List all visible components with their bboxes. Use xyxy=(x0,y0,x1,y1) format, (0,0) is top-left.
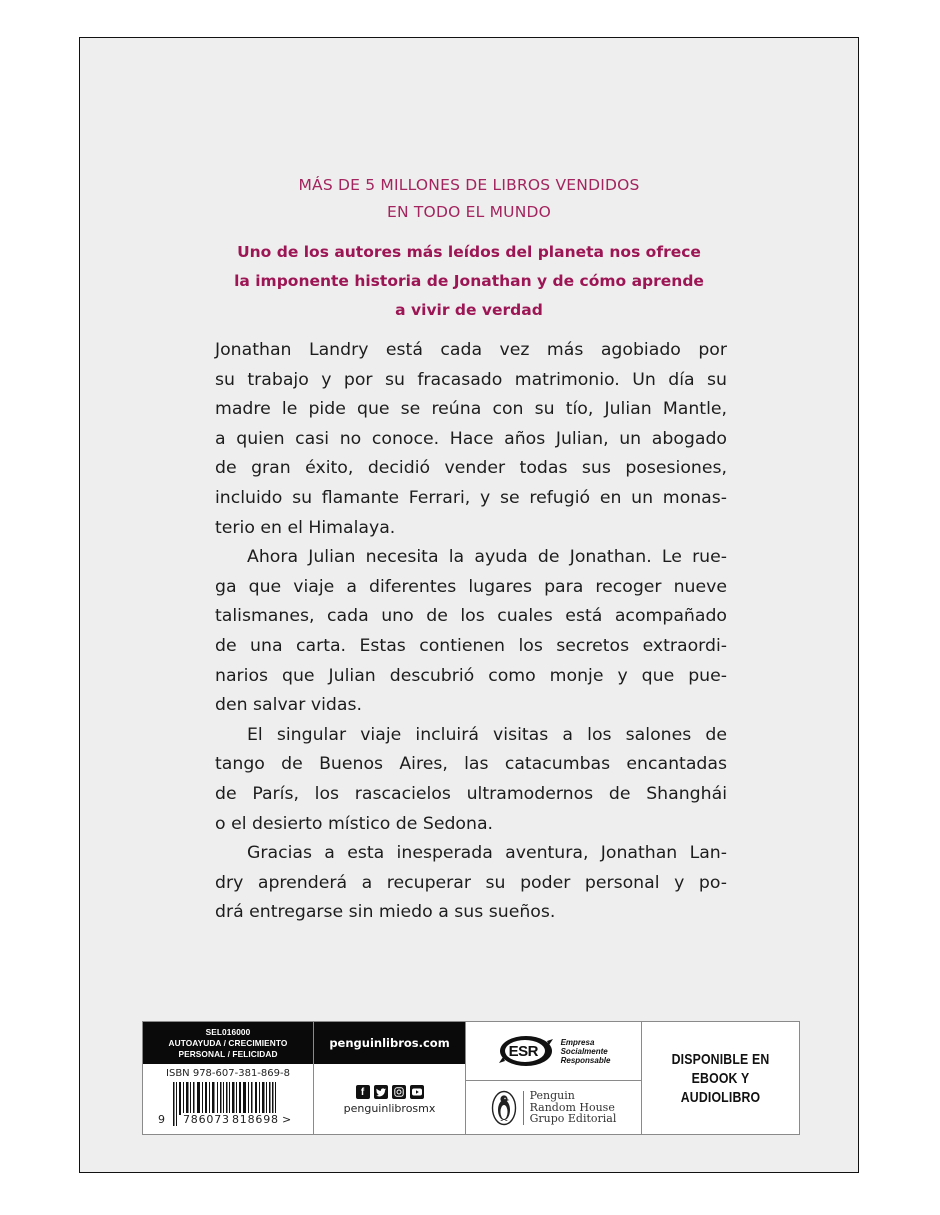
tagline-line: EN TODO EL MUNDO xyxy=(386,203,552,221)
text-line: El singular viaje incluirá visitas a los salones de xyxy=(247,724,727,745)
text-line: Ahora Julian necesita la ayuda de Jonathan. Le rue- xyxy=(247,547,727,568)
category-code: SEL016000 xyxy=(205,1026,251,1037)
subheading xyxy=(80,238,858,325)
social-block xyxy=(314,1064,465,1134)
esr-badge xyxy=(466,1022,641,1081)
youtube-icon[interactable] xyxy=(410,1085,424,1099)
text-line: Gracias a esta inesperada aventura, Jonathan Lan- xyxy=(247,843,727,864)
instagram-icon[interactable] xyxy=(392,1085,406,1099)
publisher-name xyxy=(530,1090,617,1125)
category-line: AUTOAYUDA / CRECIMIENTO xyxy=(168,1037,288,1048)
publisher-info-table xyxy=(142,1021,800,1135)
text-line: Jonathan Landry está cada vez más agobiado por xyxy=(215,340,727,360)
penguin-logo-icon xyxy=(491,1090,517,1126)
text-line: madre le pide que se reúna con su tío, Julian Mantle, xyxy=(215,399,727,420)
isbn-block xyxy=(143,1064,313,1134)
esr-logo-text: ESR xyxy=(508,1043,538,1060)
sales-tagline xyxy=(80,172,858,226)
barcode-digit-first: 9 xyxy=(158,1113,165,1126)
synopsis xyxy=(215,336,727,928)
isbn-number: ISBN 978-607-381-869-8 xyxy=(166,1068,290,1079)
publisher-logo xyxy=(466,1081,641,1134)
twitter-icon[interactable] xyxy=(374,1085,388,1099)
barcode xyxy=(158,1082,298,1126)
text-line: de París, los rascacielos ultramodernos de Shanghái xyxy=(215,783,727,804)
esr-logo-icon xyxy=(497,1033,555,1069)
text-line: narios que Julian descubrió como monje y que pue- xyxy=(215,665,727,686)
text-line: de gran éxito, decidió vender todas sus posesiones, xyxy=(215,458,727,479)
synopsis-paragraph xyxy=(215,839,727,928)
synopsis-paragraph xyxy=(215,721,727,839)
logos-column xyxy=(466,1022,642,1134)
logo-divider xyxy=(523,1091,524,1125)
subheading-line: a vivir de verdad xyxy=(395,301,543,319)
isbn-column xyxy=(143,1022,314,1134)
text-line: talismanes, cada uno de los cuales está acompañado xyxy=(215,606,727,627)
tagline-line: MÁS DE 5 MILLONES DE LIBROS VENDIDOS xyxy=(298,176,640,194)
category-line: PERSONAL / FELICIDAD xyxy=(178,1048,278,1059)
esr-label xyxy=(561,1038,611,1065)
barcode-digits-left: 786073 xyxy=(183,1113,230,1126)
website-link[interactable]: penguinlibros.com xyxy=(314,1022,465,1064)
availability-column xyxy=(642,1022,799,1134)
book-back-cover xyxy=(79,37,859,1173)
web-column xyxy=(314,1022,466,1134)
text-line: dry aprenderá a recuperar su poder personal y po- xyxy=(215,872,727,893)
publisher-line: Grupo Editorial xyxy=(529,1112,617,1126)
esr-line: Responsable xyxy=(560,1055,611,1065)
text-line: a quien casi no conoce. Hace años Julian, un abogado xyxy=(215,428,727,449)
text-line: su trabajo y por su fracasado matrimonio. Un día su xyxy=(215,369,727,390)
text-line: de una carta. Estas contienen los secretos extraordi- xyxy=(215,635,727,656)
text-line: ga que viaje a diferentes lugares para recoger nueve xyxy=(215,576,727,597)
subheading-line: Uno de los autores más leídos del planeta nos ofrece xyxy=(237,243,701,261)
subheading-line: la imponente historia de Jonathan y de cómo aprende xyxy=(234,272,704,290)
barcode-digits-right: 818698 xyxy=(232,1113,279,1126)
facebook-icon[interactable]: f xyxy=(356,1085,370,1099)
social-handle[interactable]: penguinlibrosmx xyxy=(343,1102,436,1115)
synopsis-paragraph xyxy=(215,336,727,543)
synopsis-paragraph xyxy=(215,543,727,721)
text-line: incluido su flamante Ferrari, y se refugió en un monas- xyxy=(215,487,727,508)
availability-line: EBOOK Y AUDIOLIBRO xyxy=(680,1069,761,1106)
publisher-line: Penguin xyxy=(529,1089,575,1103)
text-line: den salvar vidas. xyxy=(215,695,362,716)
social-icons xyxy=(356,1085,424,1099)
esr-line: Socialmente xyxy=(560,1046,608,1056)
availability-notice xyxy=(656,1050,785,1107)
availability-line: DISPONIBLE EN xyxy=(671,1050,770,1068)
barcode-arrow: > xyxy=(282,1113,292,1126)
text-line: drá entregarse sin miedo a sus sueños. xyxy=(215,902,556,923)
category-label xyxy=(143,1022,313,1064)
publisher-line: Random House xyxy=(529,1100,615,1114)
text-line: terio en el Himalaya. xyxy=(215,517,396,538)
text-line: o el desierto místico de Sedona. xyxy=(215,813,494,834)
esr-line: Empresa xyxy=(560,1037,595,1047)
text-line: tango de Buenos Aires, las catacumbas encantadas xyxy=(215,754,727,775)
